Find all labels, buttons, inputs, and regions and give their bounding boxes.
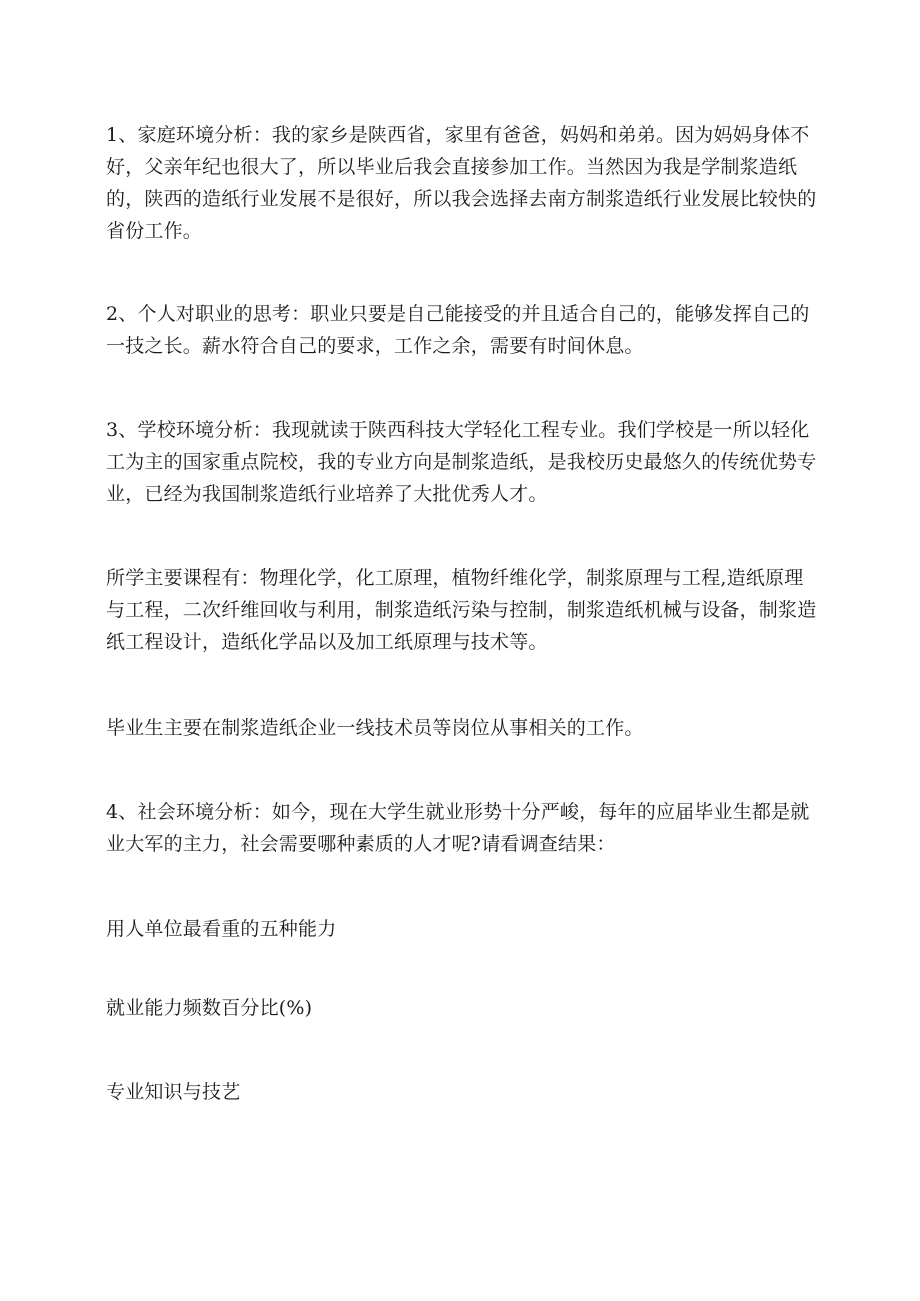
paragraph-five-abilities-heading: 用人单位最看重的五种能力 [106,918,337,940]
paragraph-professional-skills: 专业知识与技艺 [106,1081,241,1103]
paragraph-ability-frequency-header: 就业能力频数百分比(%) [106,997,313,1019]
paragraph-school-environment: 3、学校环境分析：我现就读于陕西科技大学轻化工程专业。我们学校是一所以轻化工为主的国家重点院校，我的专业方向是制浆造纸，是我校历史最悠久的传统优势专业，已经为我国制浆造纸行业培养了大批优秀人才。 [106,419,817,505]
paragraph-main-courses: 所学主要课程有：物理化学，化工原理，植物纤维化学，制浆原理与工程,造纸原理与工程，二次纤维回收与利用，制浆造纸污染与控制，制浆造纸机械与设备，制浆造纸工程设计，造纸化学品以及加工纸原理与技术等。 [106,567,817,653]
paragraph-career-thoughts: 2、个人对职业的思考：职业只要是自己能接受的并且适合自己的，能够发挥自己的一技之长。薪水符合自己的要求，工作之余，需要有时间休息。 [106,303,810,357]
paragraph-graduate-jobs: 毕业生主要在制浆造纸企业一线技术员等岗位从事相关的工作。 [106,717,644,739]
paragraph-family-environment: 1、家庭环境分析：我的家乡是陕西省，家里有爸爸，妈妈和弟弟。因为妈妈身体不好，父亲年纪也很大了，所以毕业后我会直接参加工作。当然因为我是学制浆造纸的，陕西的造纸行业发展不是很好，所以我会选择去南方制浆造纸行业发展比较快的省份工作。 [106,124,817,242]
paragraph-social-environment: 4、社会环境分析：如今，现在大学生就业形势十分严峻，每年的应届毕业生都是就业大军的主力，社会需要哪种素质的人才呢?请看调查结果： [106,801,810,855]
